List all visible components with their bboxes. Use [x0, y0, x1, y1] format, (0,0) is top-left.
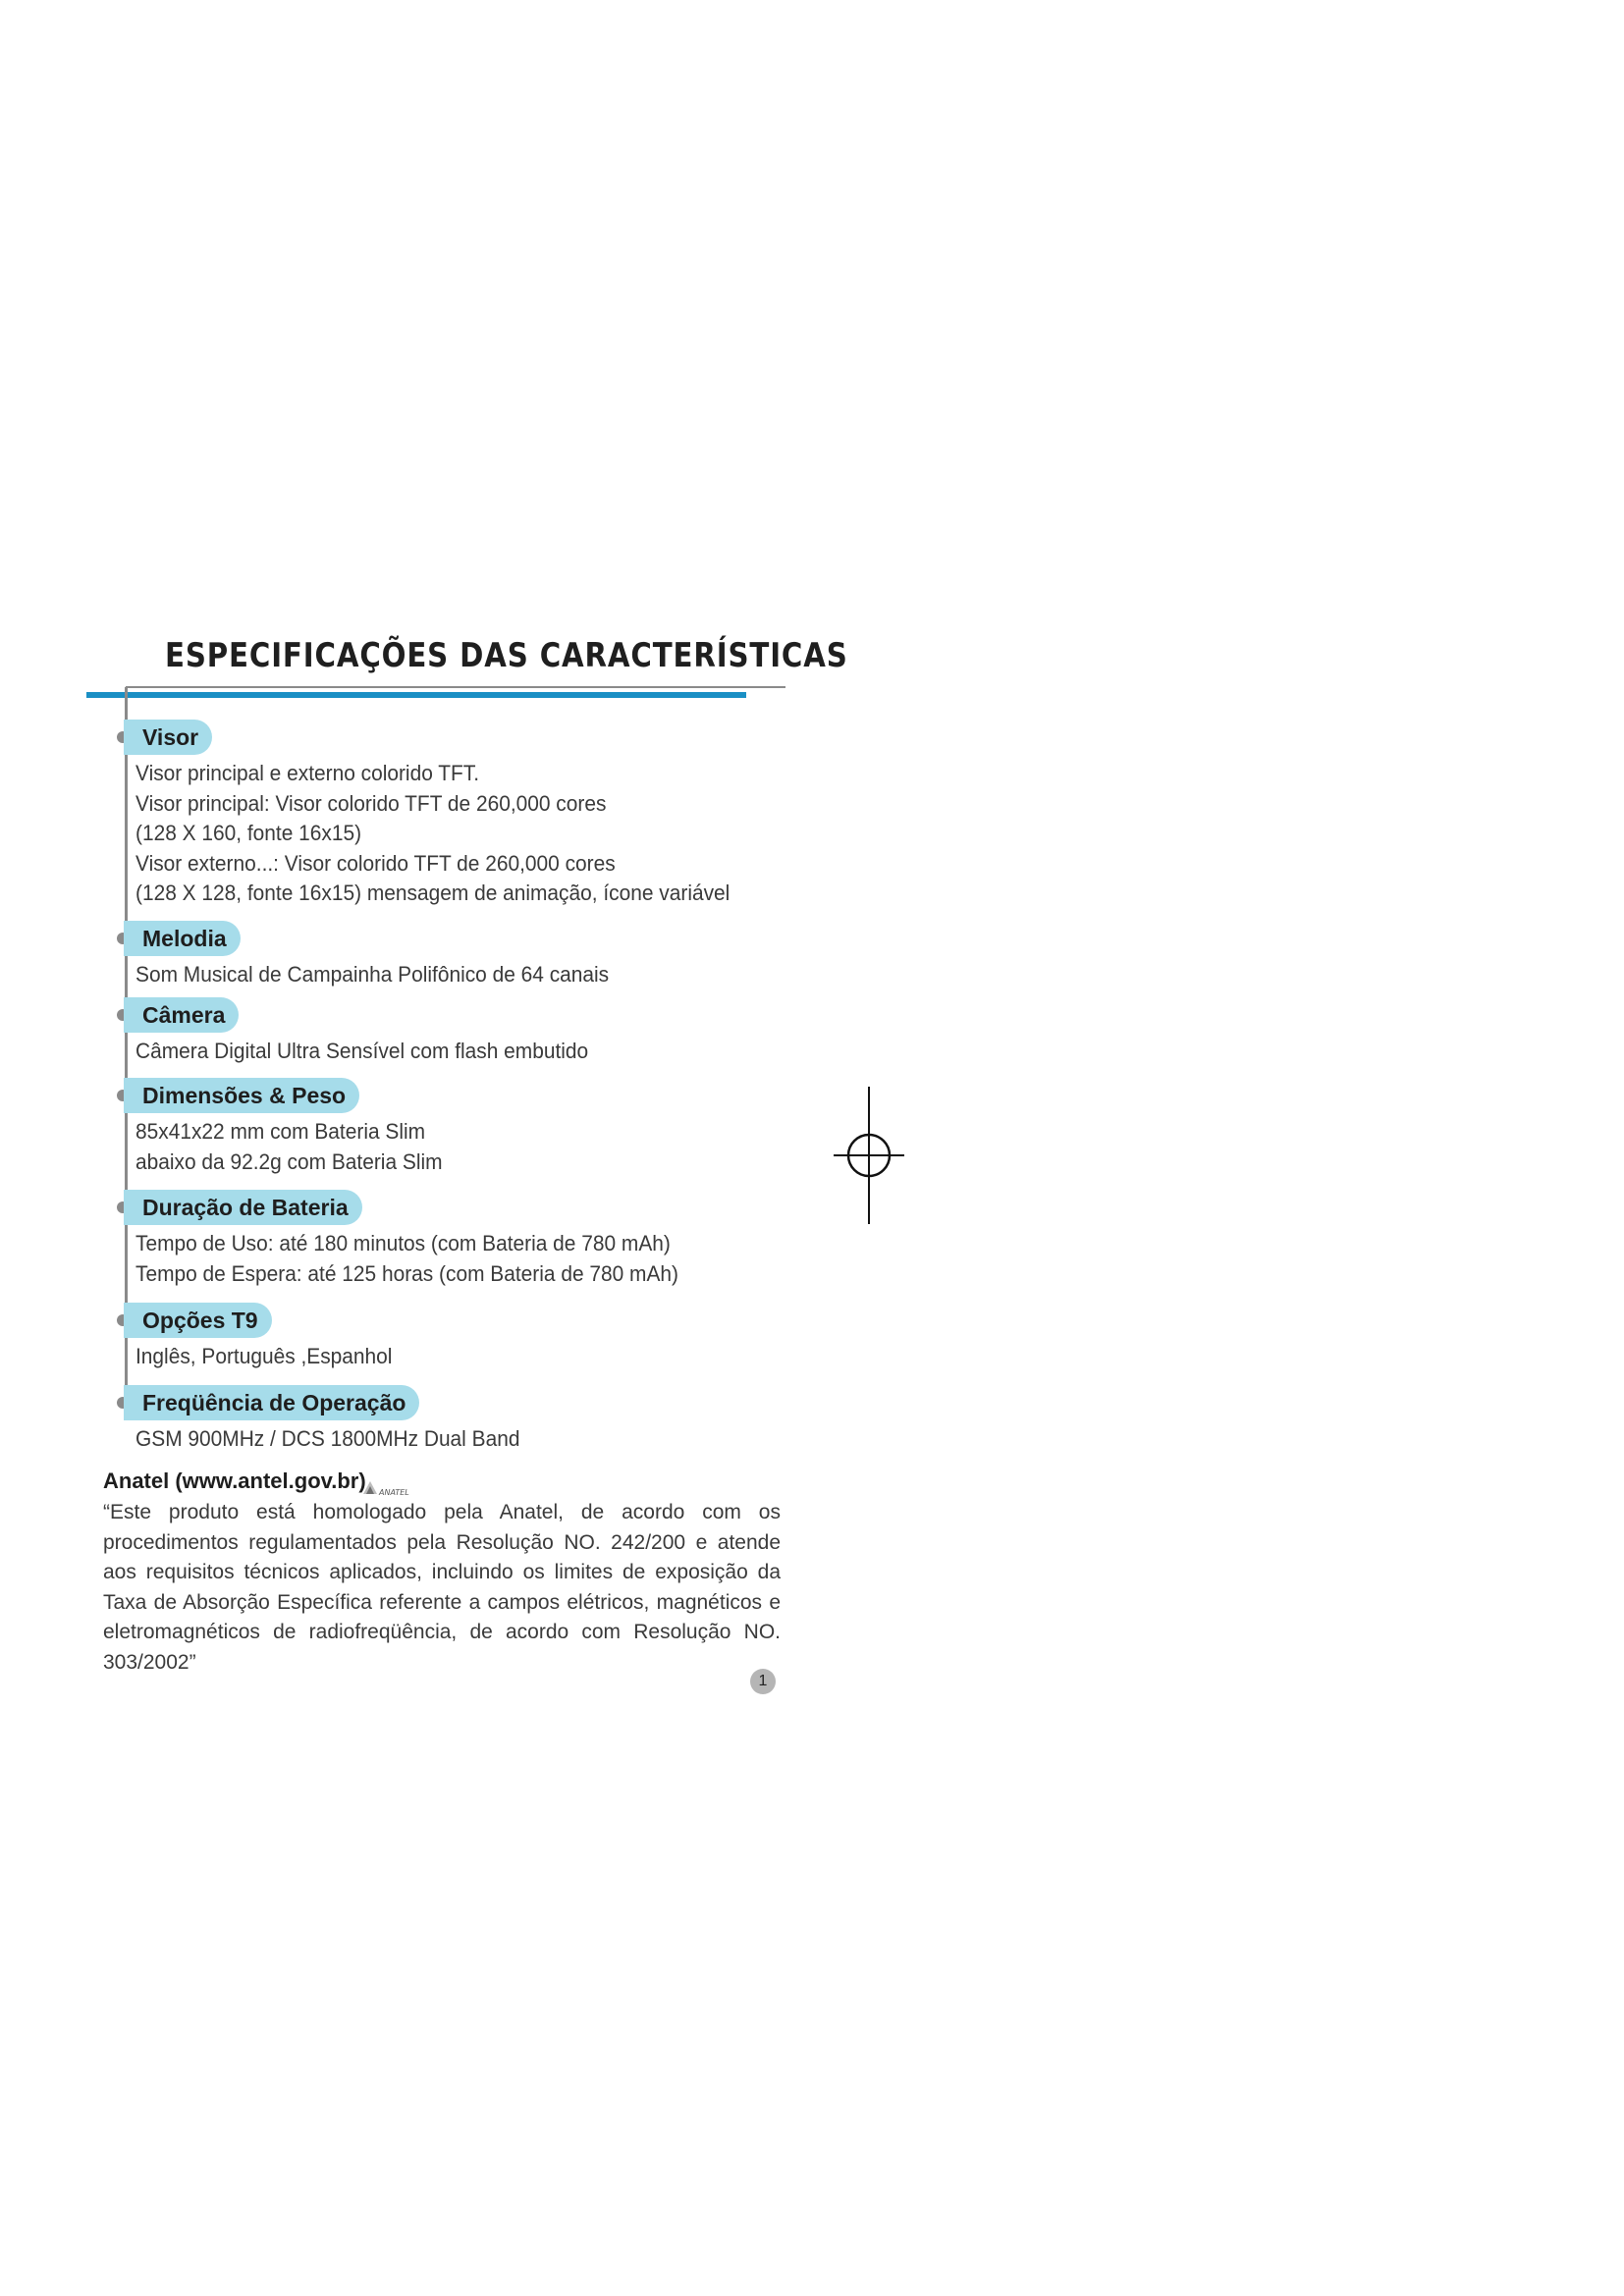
spec-line: (128 X 160, fonte 16x15) — [135, 821, 362, 845]
anatel-paragraph: “Este produto está homologado pela Anatel, de acordo com os procedimentos regulamentados pela Resolução NO. 242/200 e atende aos requisitos técnicos aplicados, incluindo os limites de exposição da Taxa de Absorção Específica referente a campos elétricos, magnéticos e eletromagnéticos de radiofreqüência, de acordo com Resolução NO. 303/2002” — [103, 1501, 781, 1674]
title-rule-blue — [86, 692, 746, 698]
section-body — [135, 1229, 678, 1289]
spec-line: GSM 900MHz / DCS 1800MHz Dual Band — [135, 1426, 520, 1451]
page-title: ESPECIFICAÇÕES DAS CARACTERÍSTICAS — [165, 636, 848, 675]
section-body — [135, 759, 730, 909]
spec-line: Inglês, Português ,Espanhol — [135, 1344, 393, 1368]
spec-line: Câmera Digital Ultra Sensível com flash embutido — [135, 1039, 589, 1063]
section-heading: Freqüência de Operação — [124, 1385, 419, 1420]
section-body — [135, 1342, 392, 1372]
section-body — [135, 1037, 588, 1067]
section-body — [135, 1424, 519, 1455]
spec-line: Tempo de Espera: até 125 horas (com Bateria de 780 mAh) — [135, 1260, 679, 1286]
anatel-heading: Anatel (www.antel.gov.br) — [103, 1468, 366, 1493]
spec-line: abaixo da 92.2g com Bateria Slim — [135, 1148, 443, 1174]
spec-line: Visor principal: Visor colorido TFT de 260,000 cores — [135, 790, 607, 816]
spec-line: 85x41x22 mm com Bateria Slim — [135, 1119, 426, 1144]
spec-line: (128 X 128, fonte 16x15) mensagem de animação, ícone variável — [135, 881, 731, 905]
section-heading: Visor — [124, 720, 212, 755]
title-rule-gray — [126, 686, 785, 688]
anatel-logo-text: ANATEL — [379, 1488, 409, 1497]
left-rule — [125, 687, 128, 1408]
page-number: 1 — [750, 1669, 776, 1694]
spec-line: Visor principal e externo colorido TFT. — [135, 761, 480, 785]
anatel-logo-icon — [360, 1472, 419, 1500]
section-heading: Duração de Bateria — [124, 1190, 362, 1225]
section-heading: Melodia — [124, 921, 241, 956]
registration-mark-icon — [834, 1087, 904, 1224]
section-body — [135, 1117, 443, 1177]
section-heading: Dimensões & Peso — [124, 1078, 359, 1113]
section-body — [135, 960, 609, 990]
section-heading: Câmera — [124, 997, 239, 1033]
spec-line: Visor externo...: Visor colorido TFT de 260,000 cores — [135, 850, 616, 876]
spec-line: Tempo de Uso: até 180 minutos (com Bateria de 780 mAh) — [135, 1231, 671, 1255]
section-heading: Opções T9 — [124, 1303, 272, 1338]
spec-line: Som Musical de Campainha Polifônico de 64 canais — [135, 962, 610, 987]
